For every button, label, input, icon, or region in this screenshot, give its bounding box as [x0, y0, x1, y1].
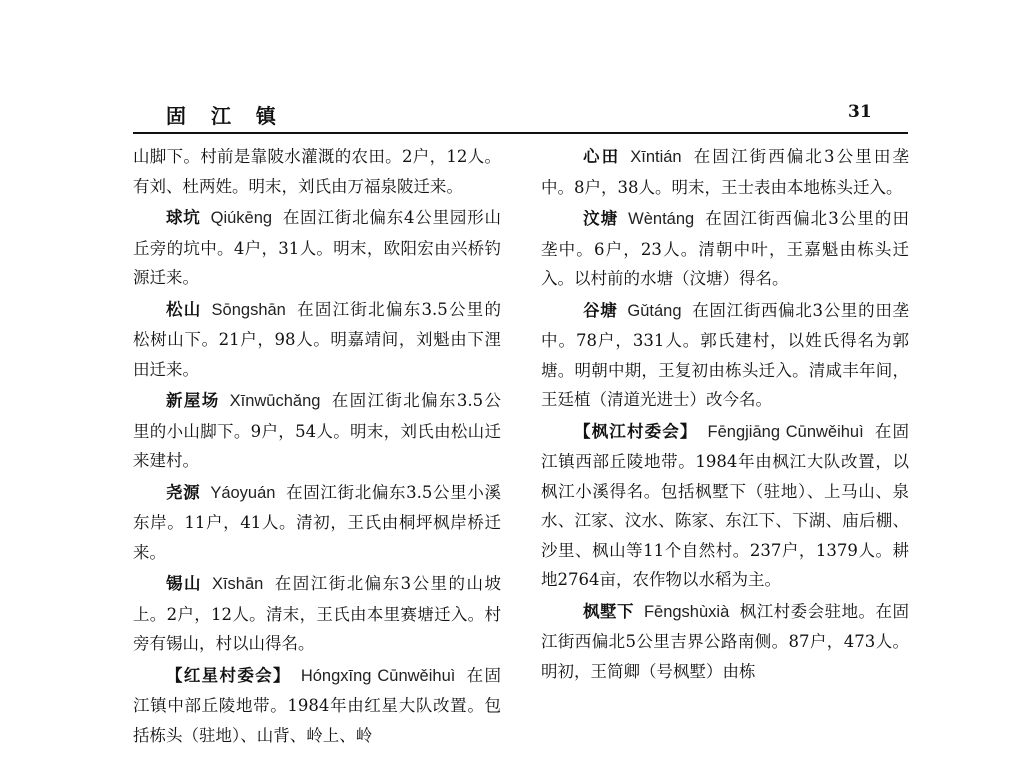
entry-term: 心田 — [583, 147, 621, 166]
section-text: 在固江镇西部丘陵地带。1984年由枫江大队改置，以枫江小溪得名。包括枫墅下（驻地）、上马山、泉水、江家、汶水、陈家、东江下、下湖、庙后棚、沙里、枫山等11个自然村。237户，1379人。耕地2764亩，农作物以水稻为主。 — [541, 421, 909, 589]
entry-term: 新屋场 — [166, 391, 220, 410]
entry-term: 枫墅下 — [583, 601, 634, 621]
section-heading: 【枫江村委会】 — [574, 421, 698, 441]
section-paragraph — [541, 417, 909, 595]
entry-pinyin: Wèntáng — [628, 210, 695, 228]
entry-paragraph — [133, 478, 501, 568]
entry-text: 在固江街西偏北3公里的田垄中。6户，23人。清朝中叶，王嘉魁由栋头迁入。以村前的水塘（汶塘）得名。 — [541, 209, 910, 288]
entry-pinyin: Qiúkēng — [210, 209, 273, 227]
entry-text: 在固江街北偏东3.5公里小溪东岸。11户，41人。清初，王氏由桐坪枫岸桥迁来。 — [133, 482, 502, 562]
entry-pinyin: Xīshān — [211, 575, 264, 593]
entry-term: 球坑 — [166, 208, 201, 227]
running-header-title: 固 江 镇 — [166, 104, 285, 128]
entry-paragraph — [133, 295, 501, 385]
entry-text: 在固江街北偏东4公里园形山丘旁的坑中。4户，31人。明末，欧阳宏由兴桥钓源迁来。 — [133, 208, 502, 287]
section-paragraph — [133, 661, 501, 751]
entry-paragraph — [133, 569, 501, 659]
entry-text: 在固江街西偏北3公里的田垄中。78户，331人。郭氏建村，以姓氏得名为郭塘。明朝中期，王复初由栋头迁入。清咸丰年间，王廷植（清道光进士）改今名。 — [541, 300, 910, 409]
entry-paragraph — [133, 142, 501, 201]
entry-paragraph — [541, 296, 909, 415]
entry-text: 山脚下。村前是靠陂水灌溉的农田。2户，12人。有刘、杜两姓。明末，刘氏由万福泉陂迁来。 — [133, 147, 501, 196]
section-text: 在固江镇中部丘陵地带。1984年由红星大队改置。包括栋头（驻地）、山背、岭上、岭 — [133, 665, 502, 745]
entry-paragraph — [541, 142, 909, 202]
entry-paragraph — [133, 203, 501, 293]
entry-pinyin: Gǔtáng — [627, 301, 682, 320]
left-column — [133, 142, 501, 752]
entry-pinyin: Fēngshùxià — [643, 602, 730, 621]
right-column — [541, 142, 909, 688]
entry-paragraph — [541, 597, 909, 687]
entry-term: 汶塘 — [583, 209, 619, 228]
header-rule — [133, 132, 908, 134]
section-pinyin: Hóngxīng Cūnwěihuì — [300, 666, 456, 685]
entry-paragraph — [133, 386, 501, 476]
entry-pinyin: Sōngshān — [211, 300, 286, 319]
entry-term: 尧源 — [166, 482, 201, 502]
section-heading: 【红星村委会】 — [166, 665, 291, 685]
section-pinyin: Fēngjiāng Cūnwěihuì — [707, 422, 864, 441]
page-number: 31 — [848, 102, 872, 122]
entry-text: 在固江街北偏东3.5公里的小山脚下。9户，54人。明末，刘氏由松山迁来建村。 — [133, 391, 501, 470]
entry-text: 在固江街北偏东3.5公里的松树山下。21户，98人。明嘉靖间，刘魁由下浬田迁来。 — [133, 299, 501, 379]
entry-term: 锡山 — [166, 574, 202, 593]
entry-paragraph — [541, 204, 909, 294]
entry-term: 松山 — [166, 299, 202, 319]
entry-pinyin: Xīntián — [630, 148, 682, 166]
entry-pinyin: Yáoyuán — [210, 483, 276, 502]
entry-text: 枫江村委会驻地。在固江街西偏北5公里吉界公路南侧。87户，473人。明初，王简卿（号枫墅）由栋 — [541, 601, 910, 681]
entry-text: 在固江街北偏东3公里的山坡上。2户，12人。清末，王氏由本里赛塘迁入。村旁有锡山，村以山得名。 — [133, 574, 502, 653]
entry-pinyin: Xīnwūchǎng — [229, 392, 321, 410]
entry-text: 在固江街西偏北3公里田垄中。8户，38人。明末，王士表由本地栋头迁入。 — [541, 147, 910, 197]
entry-term: 谷塘 — [583, 300, 618, 320]
